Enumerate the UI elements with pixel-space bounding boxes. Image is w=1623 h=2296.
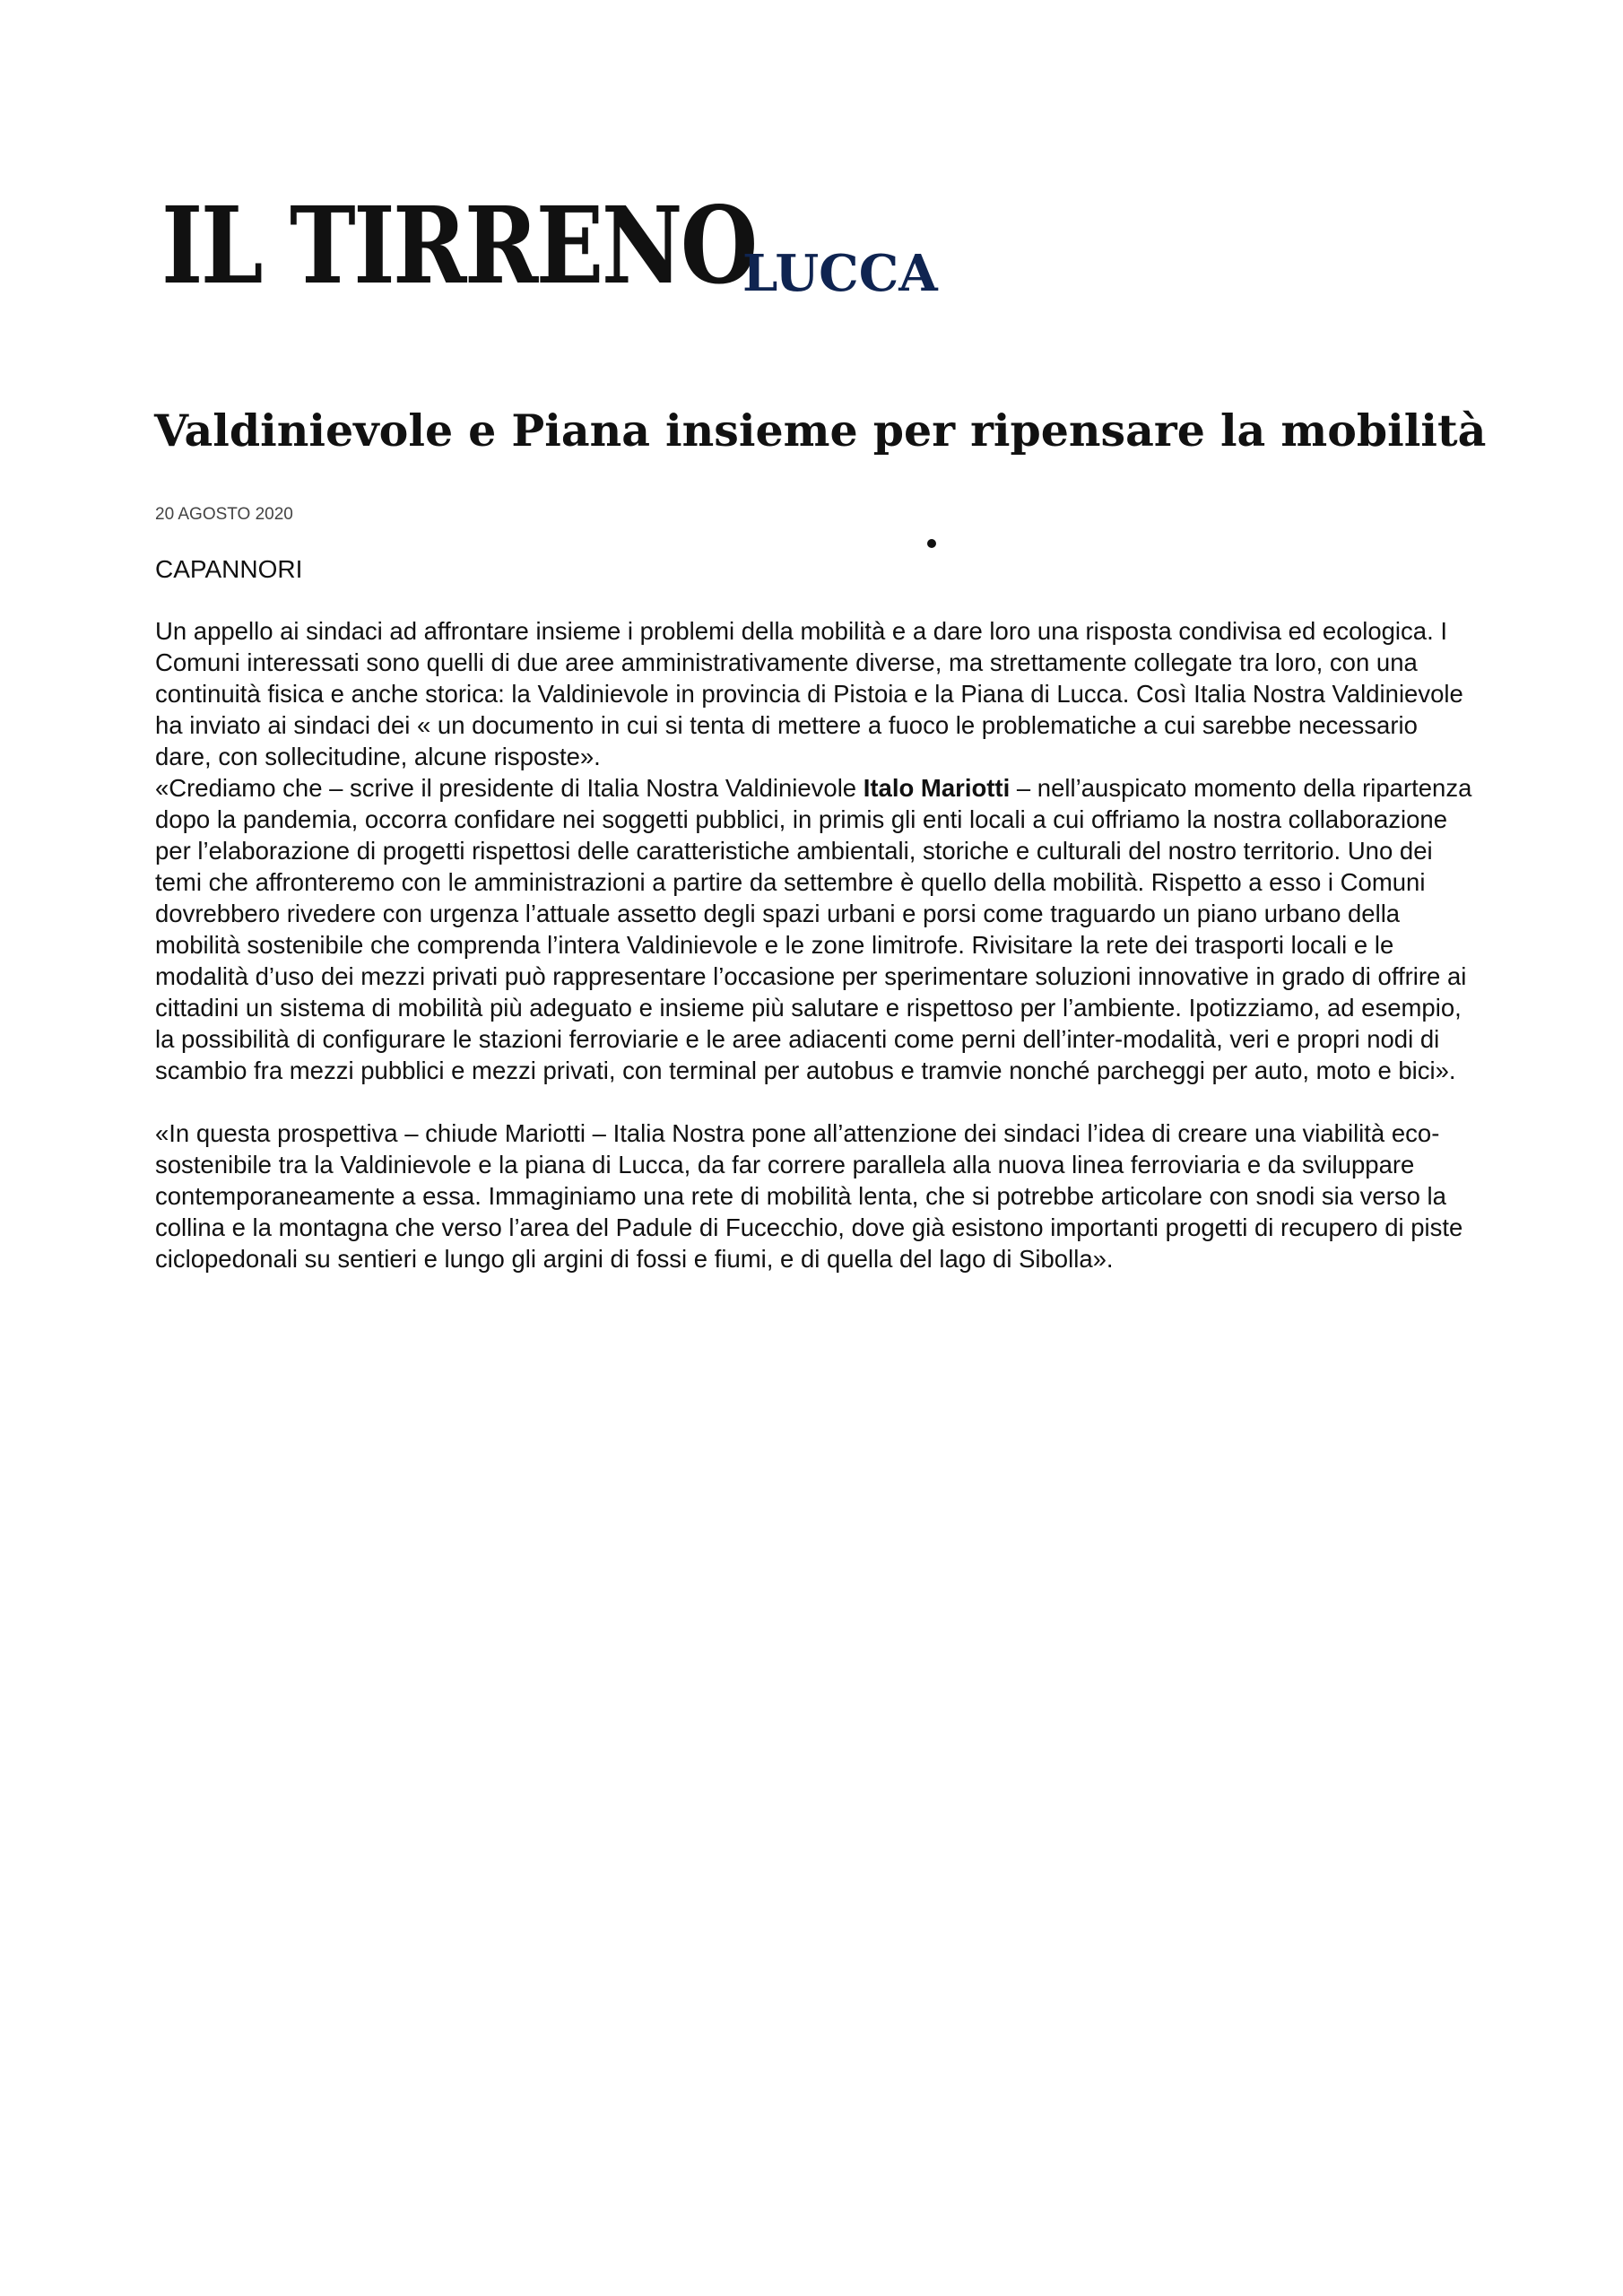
article-paragraph-1: Un appello ai sindaci ad affrontare insieme i problemi della mobilità e a dare loro una risposta condivisa ed ecologica. I Comuni interessati sono quelli di due aree amministrativamente diverse, ma strettamente collegate tra loro, con una continuità fisica e anche storica: la Valdinievole in provincia di Pistoia e la Piana di Lucca. Così Italia Nostra Valdinievole ha inviato ai sindaci dei « un documento in cui si tenta di mettere a fuoco le problematiche a cui sarebbe necessario dare, con sollecitudine, alcune risposte».: [155, 617, 1463, 770]
article-dateline: CAPANNORI: [155, 555, 303, 583]
bullet-dot-icon: [927, 539, 936, 548]
article-paragraph-3: «In questa prospettiva – chiude Mariotti – Italia Nostra pone all’attenzione dei sindaci l’idea di creare una viabilità eco-sostenibile tra la Valdinievole e la piana di Lucca, da far correre parallela alla nuova linea ferroviaria e da sviluppare contemporaneamente a essa. Immaginiamo una rete di mobilità lenta, che si potrebbe articolare con snodi sia verso la collina e la montagna che verso l’area del Padule di Fucecchio, dove già esistono importanti progetti di recupero di piste ciclopedonali su sentieri e lungo gli argini di fossi e fiumi, e di quella del lago di Sibolla».: [155, 1119, 1463, 1273]
newspaper-logo: IL TIRRENO: [161, 183, 756, 308]
article-paragraph-2: [155, 772, 1478, 1086]
paragraph-2-text-start: «Crediamo che – scrive il presidente di Italia Nostra Valdinievole: [155, 774, 864, 802]
article-body: [155, 615, 1478, 1274]
paragraph-2-text-end: – nell’auspicato momento della ripartenza dopo la pandemia, occorra confidare nei soggetti pubblici, in primis gli enti locali a cui offriamo la nostra collaborazione per l’elaborazione di progetti rispettosi delle caratteristiche ambientali, storiche e culturali del nostro territorio. Uno dei temi che affronteremo con le amministrazioni a partire da settembre è quello della mobilità. Rispetto a esso i Comuni dovrebbero rivedere con urgenza l’attuale assetto degli spazi urbani e porsi come traguardo un piano urbano della mobilità sostenibile che comprenda l’intera Valdinievole e le zone limitrofe. Rivisitare la rete dei trasporti locali e le modalità d’uso dei mezzi privati può rappresentare l’occasione per sperimentare soluzioni innovative in grado di offrire ai cittadini un sistema di mobilità più adeguato e insieme più salutare e rispettoso per l’ambiente. Ipotizziamo, ad esempio, la possibilità di configurare le stazioni ferroviarie e le aree adiacenti come perni dell’inter-modalità, veri e propri nodi di scambio fra mezzi pubblici e mezzi privati, con terminal per autobus e tramvie nonché parcheggi per auto, moto e bici».: [155, 774, 1472, 1084]
article-title: Valdinievole e Piana insieme per ripensare la mobilità: [154, 404, 1487, 457]
edition-name: LUCCA: [742, 244, 938, 303]
quoted-person-name: Italo Mariotti: [863, 774, 1011, 802]
article-date: 20 AGOSTO 2020: [155, 505, 293, 524]
